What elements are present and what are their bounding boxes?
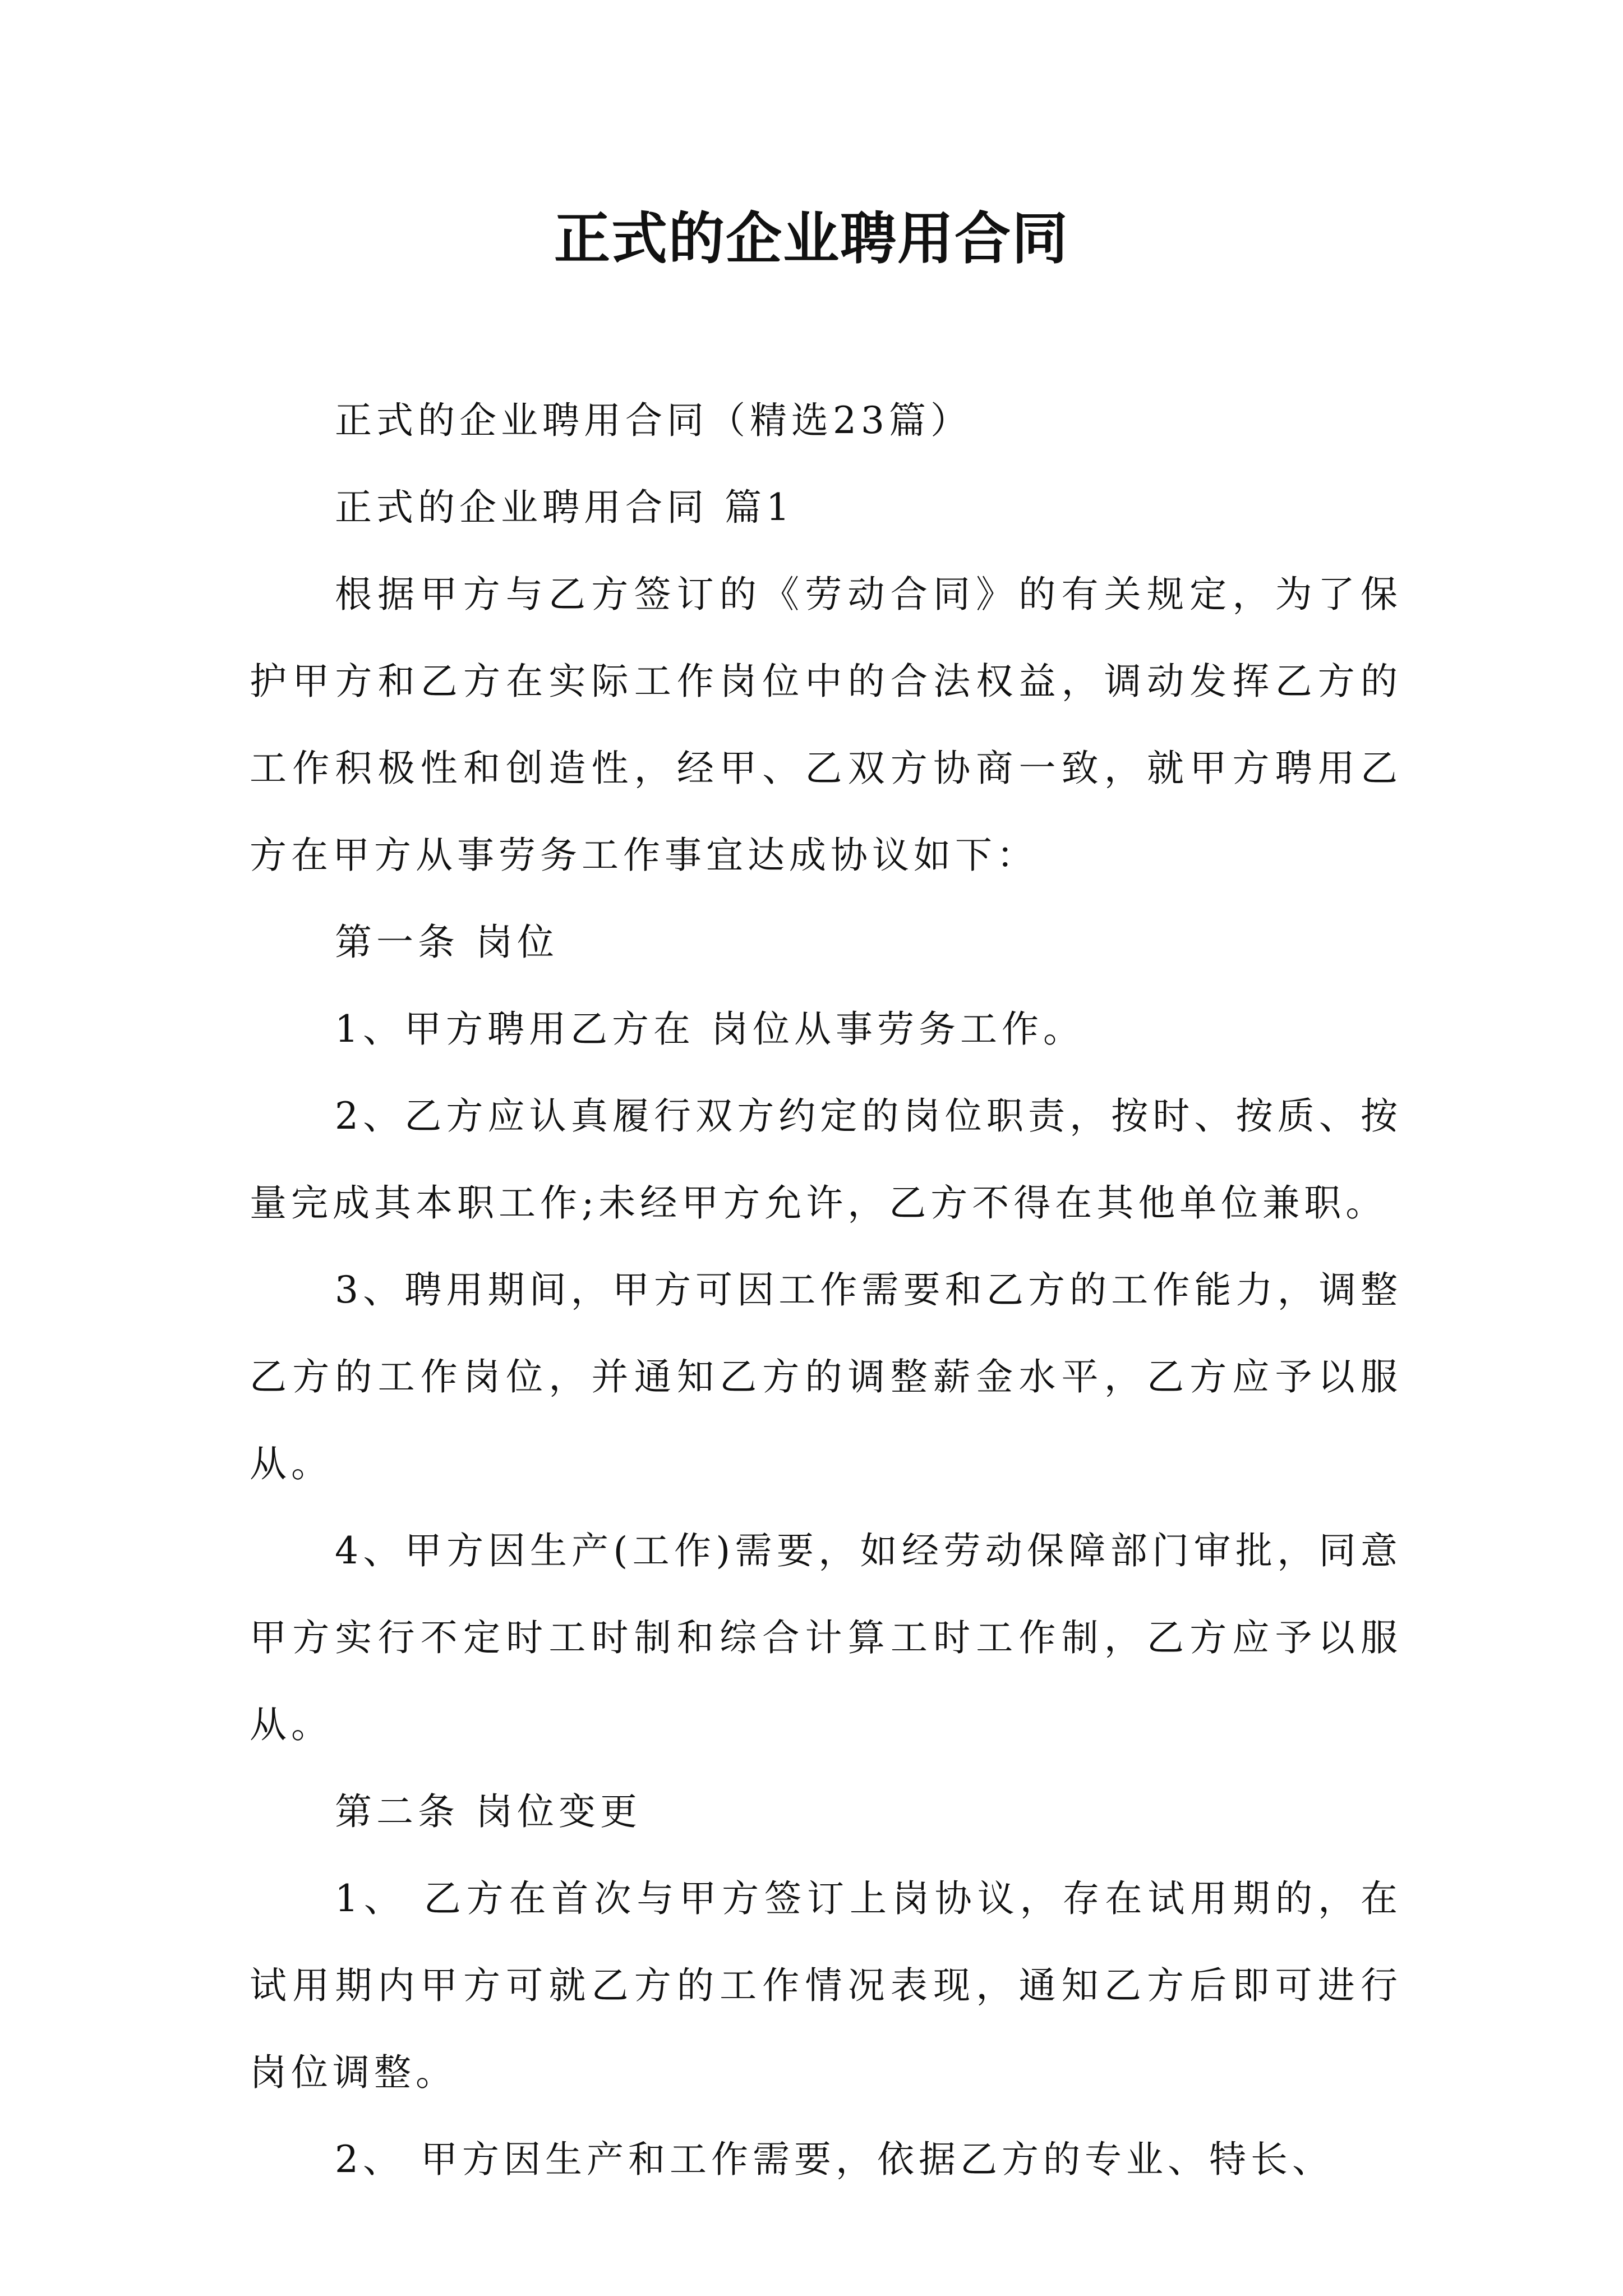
paragraph-article-2-item-1: 1、 乙方在首次与甲方签订上岗协议，存在试用期的，在试用期内甲方可就乙方的工作情况表现，通知乙方后即可进行岗位调整。 xyxy=(250,1877,1402,2094)
paragraph-article-1-item-1: 1、甲方聘用乙方在 岗位从事劳务工作。 xyxy=(335,1007,1085,1051)
paragraph-article-1-item-3: 3、聘用期间，甲方可因工作需要和乙方的工作能力，调整乙方的工作岗位，并通知乙方的调整薪金水平，乙方应予以服从。 xyxy=(250,1268,1402,1485)
paragraph-article-2-heading: 第二条 岗位变更 xyxy=(335,1790,642,1833)
document-body xyxy=(250,377,1402,2203)
paragraph-article-1-item-4: 4、甲方因生产(工作)需要，如经劳动保障部门审批，同意甲方实行不定时工时制和综合计算工时工作制，乙方应予以服从。 xyxy=(250,1529,1402,1746)
paragraph-article-1-item-2: 2、乙方应认真履行双方约定的岗位职责，按时、按质、按量完成其本职工作;未经甲方允许，乙方不得在其他单位兼职。 xyxy=(250,1094,1402,1225)
paragraph-article-2-item-2: 2、 甲方因生产和工作需要，依据乙方的专业、特长、 xyxy=(335,2138,1334,2181)
document-title: 正式的企业聘用合同 xyxy=(554,205,1069,272)
paragraph-article-1-heading: 第一条 岗位 xyxy=(335,921,559,964)
paragraph-subtitle: 正式的企业聘用合同（精选23篇） xyxy=(335,399,972,442)
paragraph-section-heading: 正式的企业聘用合同 篇1 xyxy=(335,486,794,529)
paragraph-preamble: 根据甲方与乙方签订的《劳动合同》的有关规定，为了保护甲方和乙方在实际工作岗位中的合法权益，调动发挥乙方的工作积极性和创造性，经甲、乙双方协商一致，就甲方聘用乙方在甲方从事劳务工作事宜达成协议如下： xyxy=(250,573,1402,877)
